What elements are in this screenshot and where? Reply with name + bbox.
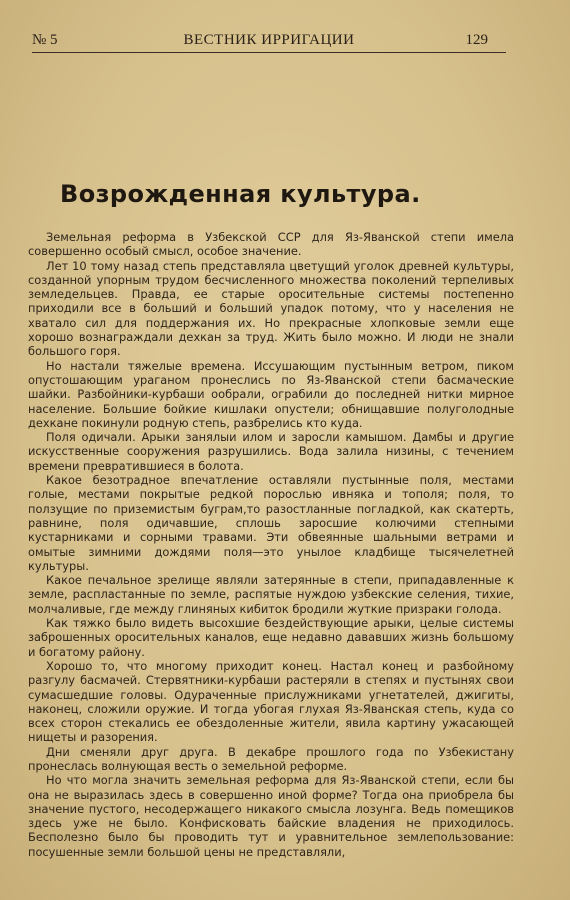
running-header [32,32,506,53]
journal-title: ВЕСТНИК ИРРИГАЦИИ [183,32,355,48]
paragraph: Но что могла значить земельная реформа для Яз-Яванской степи, если бы она не выразилась здесь в совершенно иной форме? Тогда она приобрела бы значение пустого, несодержащего никакого смысла лозунга. Ведь помещиков здесь уже не было. Конфисковать байские владения не приходилось. Бесполезно было бы проводить тут и уравнительное землепользование: посушенные земли большой цены не представляли, [28,773,514,859]
paragraph: Но настали тяжелые времена. Иссушающим пустынным ветром, пиком опустошающим ураганом пронеслись по Яз-Яванской степи басмаческие шайки. Разбойники-курбаши ообрали, ограбили до последней нитки мирное население. Большие бойкие кишлаки опустели; обнищавшие полуголодные дехкане покинули родную степь, разбрелись кто куда. [28,358,514,430]
paragraph: Земельная реформа в Узбекской ССР для Яз-Яванской степи имела совершенно особый смысл, особое значение. [28,230,514,259]
paragraph: Какое безотрадное впечатление оставляли пустынные поля, местами голые, местами покрытые редкой порослью ивняка и тополя; поля, то ползущие по приземистым буграм,то разостланные погладкой, как скатерть, равнине, поля одичавшие, сплошь заросшие колючими степными кустарниками и сорными травами. Эти обвеянные шальными ветрами и омытые зимними дождями поля—это унылое кладбище тысячелетней культуры. [28,473,514,573]
paragraph: Какое печальное зрелище являли затерянные в степи, припадавленные к земле, распластанные по земле, распятые нуждою узбекские селения, тихие, молчаливые, где между глиняных кибиток бродили жуткие призраки голода. [28,573,514,616]
issue-number: № 5 [32,32,58,48]
paragraph: Как тяжко было видеть высохшие бездействующие арыки, целые системы заброшенных оросительных каналов, еще недавно дававших жизнь большому и богатому району. [28,616,514,659]
article-title: Возрожденная культура. [60,180,421,208]
article-body [28,230,514,859]
paragraph: Дни сменяли друг друга. В декабре прошлого года по Узбекистану пронеслась волнующая весть о земельной реформе. [28,744,514,773]
paragraph: Лет 10 тому назад степь представляла цветущий уголок древней культуры, созданной упорным трудом бесчисленного множества поколений терпеливых земледельцев. Правда, ее старые оросительные системы постепенно приходили все в больший и больший упадок потому, что у населения не хватало сил для поддержания их. Но прекрасные хлопковые земли еще хорошо вознаграждали дехкан за труд. Жить было можно. И люди не знали большого горя. [28,258,514,359]
page-number: 129 [465,32,488,48]
paragraph: Хорошо то, что многому приходит конец. Настал конец и разбойному разгулу басмачей. Стервятники-курбаши растеряли в степях и пустынях свои сумасшедшие головы. Одураченные прислужниками угнетателей, джигиты, наконец, сложили оружие. И тогда убогая глухая Яз-Яванская степь, куда со всех сторон стекались ее обездоленные жители, явила картину ужасающей нищеты и разорения. [28,658,514,745]
paragraph: Поля одичали. Арыки занялыи илом и заросли камышом. Дамбы и другие искусственные сооружения разрушились. Вода залила низины, с течением времени превратившиеся в болота. [28,430,514,473]
